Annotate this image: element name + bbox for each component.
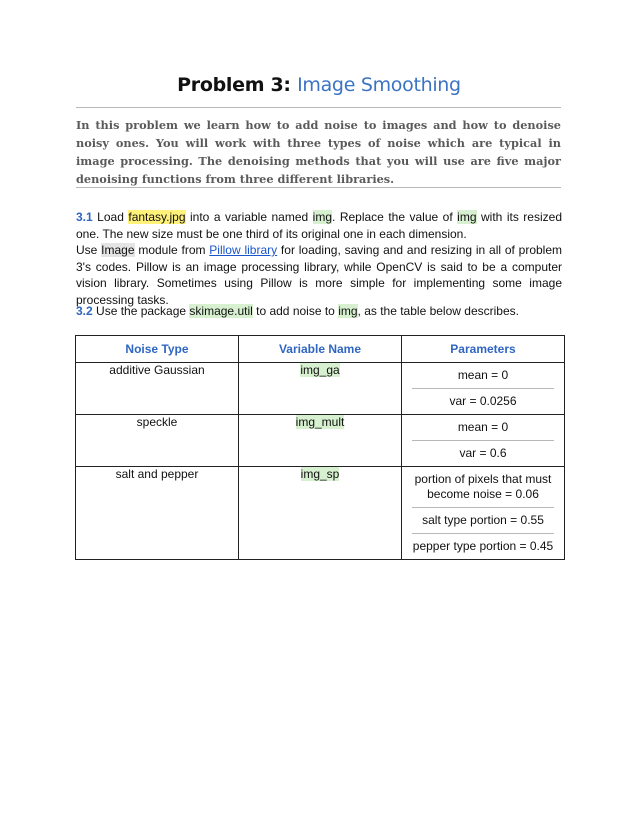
- table-row: [76, 467, 565, 560]
- noise-type-cell: additive Gaussian: [76, 363, 239, 415]
- noise-table: [75, 335, 565, 560]
- code-var: img: [457, 210, 477, 224]
- code-var: img: [338, 304, 358, 318]
- noise-type-cell: speckle: [76, 415, 239, 467]
- variable-name: img_mult: [295, 415, 345, 429]
- text: Use: [76, 243, 102, 257]
- parameters-cell: [402, 467, 565, 560]
- parameter: pepper type portion = 0.45: [412, 539, 554, 553]
- variable-cell: [239, 363, 402, 415]
- parameters-cell: [402, 415, 565, 467]
- text: . Replace the value of: [332, 210, 458, 224]
- divider-bottom: [76, 187, 561, 188]
- text: Use the package: [92, 304, 190, 318]
- parameter: var = 0.6: [459, 446, 507, 460]
- title-prefix: Problem 3:: [177, 74, 291, 96]
- text: , as the table below describes.: [357, 304, 519, 318]
- text: Load: [92, 210, 129, 224]
- header-parameters: Parameters: [402, 336, 565, 363]
- parameter: salt type portion = 0.55: [422, 513, 544, 527]
- code-var: img: [312, 210, 333, 224]
- text: to add noise to: [252, 304, 339, 318]
- divider-top: [76, 107, 561, 108]
- parameters-cell: [402, 363, 565, 415]
- text: module from: [134, 243, 210, 257]
- module-name: Image: [101, 243, 135, 257]
- header-variable-name: Variable Name: [239, 336, 402, 363]
- page-title: [0, 74, 638, 96]
- noise-type-cell: salt and pepper: [76, 467, 239, 560]
- variable-cell: [239, 467, 402, 560]
- section-3-2: [76, 303, 562, 320]
- table-header-row: [76, 336, 565, 363]
- parameter: mean = 0: [457, 420, 509, 434]
- table-row: [76, 363, 565, 415]
- parameter: var = 0.0256: [449, 394, 517, 408]
- variable-name: img_ga: [300, 363, 340, 377]
- section-3-1: [76, 209, 562, 308]
- section-number: 3.2: [76, 304, 93, 318]
- section-number: 3.1: [76, 210, 93, 224]
- pillow-library-link[interactable]: Pillow library: [209, 243, 278, 257]
- table-row: [76, 415, 565, 467]
- package-name: skimage.util: [189, 304, 253, 318]
- text: for loading, saving and and resizing in all of problem 3's codes. Pillow is an image processing library, while OpenCV is said to be a computer vision library. Sometimes using Pillow is more simple for implementing some image processing tasks.: [76, 243, 562, 307]
- text: into a variable named: [185, 210, 313, 224]
- parameter: portion of pixels that must become noise = 0.06: [414, 472, 552, 501]
- text: with its resized one. The new size must be one third of its original one in each dimension.: [76, 210, 562, 241]
- title-subject: Image Smoothing: [297, 74, 461, 96]
- file-name: fantasy.jpg: [128, 210, 186, 224]
- intro-paragraph: In this problem we learn how to add noise to images and how to denoise noisy ones. You will work with three types of noise which are typical in image processing. The denoising methods that you will use are five major denoising functions from three different libraries.: [76, 118, 561, 186]
- header-noise-type: Noise Type: [76, 336, 239, 363]
- parameter: mean = 0: [457, 368, 509, 382]
- variable-cell: [239, 415, 402, 467]
- variable-name: img_sp: [300, 467, 340, 481]
